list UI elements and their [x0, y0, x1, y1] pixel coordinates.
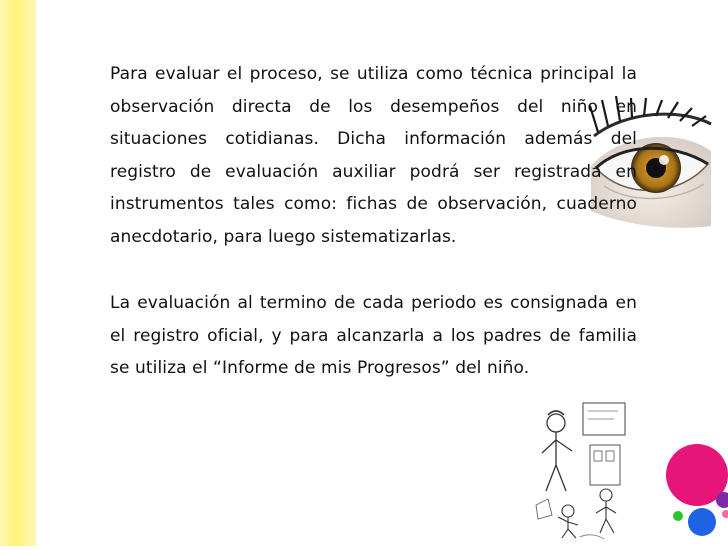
dot-pink: [722, 510, 728, 518]
slide-content: [110, 58, 637, 385]
dot-blue: [688, 508, 716, 536]
colored-dots-decoration: [660, 440, 728, 546]
paragraph-evaluation-process: Para evaluar el proceso, se utiliza como técnica principal la observación directa de los desempeños del niño en situaciones cotidianas. Dicha información además del registro de evaluación auxiliar podrá ser registrada en instrumentos tales como: fichas de observación, cuaderno anecdotario, para luego sistematizarlas.: [110, 64, 637, 247]
children-classroom-sketch-icon: [528, 395, 633, 540]
left-yellow-stripe: [0, 0, 36, 546]
colored-dots-icon: [660, 440, 728, 546]
children-sketch-image: [528, 395, 633, 540]
dot-green: [673, 511, 683, 521]
paragraph-evaluation-report: La evaluación al termino de cada periodo es consignada en el registro oficial, y para alcanzarla a los padres de familia se utiliza el “Informe de mis Progresos” del niño.: [110, 293, 637, 378]
